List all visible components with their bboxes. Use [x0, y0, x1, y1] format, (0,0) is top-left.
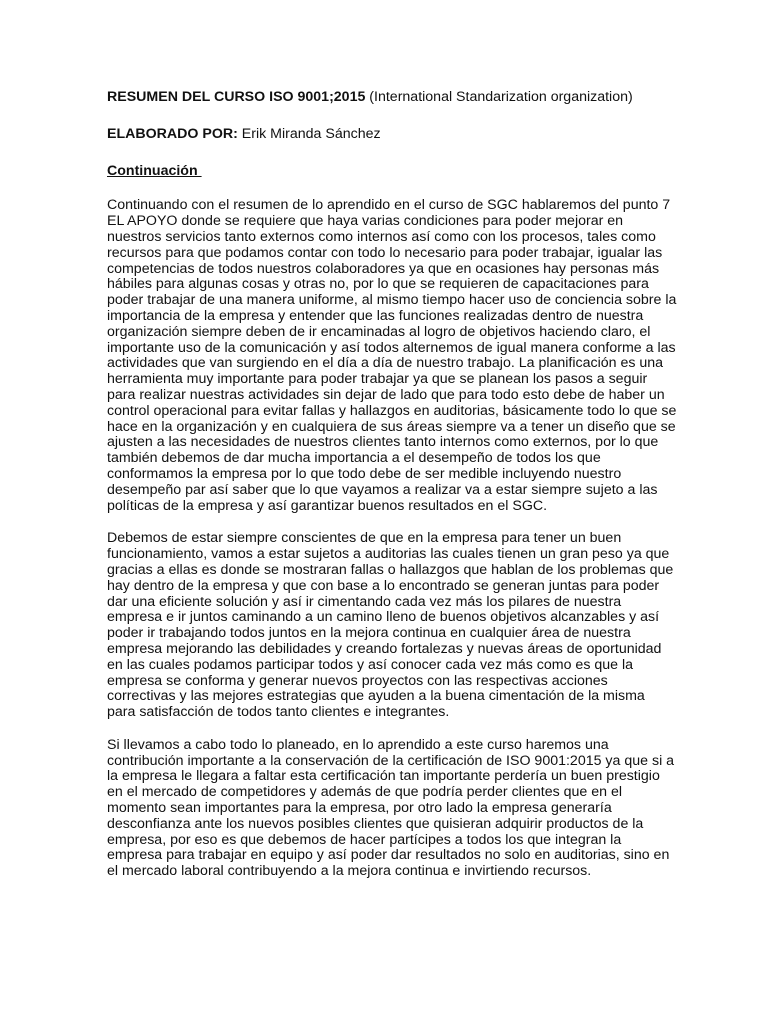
- text-line: funcionamiento, vamos a estar sujetos a auditorias las cuales tienen un gran peso ya que: [107, 546, 670, 563]
- text-line: desconfianza ante los nuevos posibles clientes que quisieran adquirir productos de la: [107, 815, 644, 832]
- text-line: actividades que van surgiendo en el día a día de nuestro trabajo. La planificación es una: [107, 355, 664, 372]
- body-text: [107, 197, 677, 880]
- text-line: recursos para que podamos contar con todo lo necesario para poder trabajar, igualar las: [107, 244, 663, 261]
- text-line: correctivas y las mejores estrategias que ayuden a la buena cimentación de la misma: [107, 688, 645, 705]
- text-line: empresa para trabajar en equipo y así poder dar resultados no solo en auditorias, sino en: [107, 847, 670, 864]
- text-line: organización siempre deben de ir encaminadas al logro de objetivos haciendo claro, el: [107, 323, 651, 340]
- text-line: empresa mejorando las debilidades y creando fortalezas y nuevas áreas de oportunidad: [107, 640, 662, 657]
- document-page: [107, 89, 677, 897]
- text-line: en las cuales podamos participar todos y así conocer cada vez más como es que la: [107, 656, 634, 673]
- text-line: ajusten a las necesidades de nuestros clientes tanto internos como externos, por lo que: [107, 434, 659, 451]
- text-line: la empresa le llegara a faltar esta certificación tan importante perdería un buen prestigio: [107, 768, 660, 785]
- text-line: dar una eficiente solución y así ir cimentando cada vez más los pilares de nuestra: [107, 593, 622, 610]
- author-name: Erik Miranda Sánchez: [237, 125, 381, 142]
- text-line: empresa se conforma y generar nuevos proyectos con las respectivas acciones: [107, 672, 608, 689]
- text-line: conformamos la empresa por lo que todo debe de ser medible incluyendo nuestro: [107, 465, 622, 482]
- text-line: EL APOYO donde se requiere que haya varias condiciones para poder mejorar en: [107, 213, 624, 230]
- document-title: [107, 90, 667, 106]
- text-line: contribución importante a la conservación de la certificación de ISO 9001:2015 ya que si a: [107, 752, 675, 769]
- text-line: en el mercado de competidores y además de que podría perder clientes que en el: [107, 784, 623, 801]
- text-line: Debemos de estar siempre conscientes de que en la empresa para tener un buen: [107, 530, 622, 547]
- body-paragraph: [107, 736, 675, 880]
- text-line: el mercado laboral contribuyendo a la mejora continua e invirtiendo recursos.: [107, 863, 592, 880]
- course-title-note: (International Standarization organization): [365, 89, 633, 105]
- author-line: [107, 127, 667, 143]
- text-line: importante uso de la comunicación y así todos alternemos de igual manera conforme a las: [107, 339, 676, 356]
- text-line: control operacional para evitar fallas y hallazgos en auditorias, básicamente todo lo que se: [107, 402, 677, 419]
- text-line: para realizar nuestras actividades sin dejar de lado que para todo esto debe de haber un: [107, 386, 665, 403]
- text-line: herramienta muy importante para poder trabajar ya que se planean los pasos a seguir: [107, 371, 648, 388]
- text-line: gracias a ellas es donde se mostraran fallas o hallazgos que hablan de los problemas que: [107, 561, 674, 578]
- text-line: hace en la organización y en cualquiera de sus áreas siempre va a tener un diseño que se: [107, 418, 676, 435]
- text-line: para satisfacción de todos tanto clientes e integrantes.: [107, 704, 450, 721]
- text-line: Continuando con el resumen de lo aprendido en el curso de SGC hablaremos del punto 7: [107, 197, 671, 214]
- course-title: RESUMEN DEL CURSO ISO 9001;2015: [107, 89, 366, 105]
- body-paragraph: [107, 197, 677, 514]
- text-line: Si llevamos a cabo todo lo planeado, en lo aprendido a este curso haremos una: [107, 736, 609, 753]
- text-line: importancia de la empresa y entender que las funciones realizadas dentro de nuestra: [107, 307, 644, 324]
- text-line: empresa, por eso es que debemos de hacer partícipes a todos los que integran la: [107, 831, 622, 848]
- text-line: desempeño par así saber que lo que vayamos a realizar va a estar siempre sujeto a las: [107, 481, 658, 498]
- text-line: poder trabajar de una manera uniforme, al mismo tiempo hacer uso de conciencia sobre la: [107, 292, 677, 309]
- text-line: hay dentro de la empresa y que con base a lo encontrado se generan juntas para poder: [107, 577, 660, 594]
- text-line: momento sean importantes para la empresa, por otro lado la empresa generaría: [107, 800, 612, 817]
- author-label: ELABORADO POR:: [107, 125, 238, 142]
- text-line: nuestros servicios tanto externos como internos así como con los procesos, tales como: [107, 228, 656, 245]
- text-line: políticas de la empresa y así garantizar buenos resultados en el SGC.: [107, 497, 548, 514]
- text-line: competencias de todos nuestros colaboradores ya que en ocasiones hay personas más: [107, 260, 660, 277]
- text-line: hábiles para algunas cosas y otras no, por lo que se requieren de capacitaciones para: [107, 276, 649, 293]
- text-line: empresa e ir juntos caminando a un camino lleno de buenos objetivos alcanzables y así: [107, 609, 660, 626]
- body-paragraph: [107, 530, 674, 721]
- text-line: poder ir trabajando todos juntos en la mejora continua en cualquier área de nuestra: [107, 625, 631, 642]
- text-line: también debemos de dar mucha importancia a el desempeño de todos los que: [107, 450, 601, 467]
- section-title: Continuación: [107, 162, 202, 179]
